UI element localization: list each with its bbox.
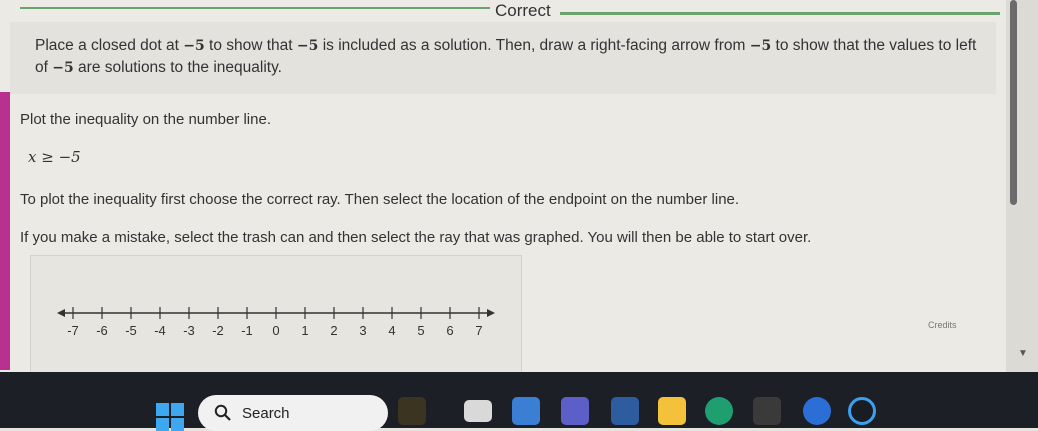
credits-link[interactable]: Credits [928, 320, 957, 330]
tick-label: 0 [272, 323, 280, 338]
copilot-icon[interactable] [512, 397, 540, 425]
header-divider-right [560, 12, 1000, 15]
header-divider-left [20, 7, 490, 9]
app-icon[interactable] [803, 397, 831, 425]
right-arrow-icon [487, 309, 495, 317]
feedback-part: is included as a solution. Then, draw a right-facing arrow from [322, 37, 746, 54]
tick-label: -1 [241, 323, 253, 338]
graph-area[interactable] [30, 255, 522, 373]
feedback-part: Place a closed dot at [35, 37, 179, 54]
tick-label: 2 [330, 323, 338, 338]
search-icon [214, 404, 232, 422]
tick-label: 3 [359, 323, 367, 338]
widgets-icon[interactable] [398, 397, 426, 425]
scrollbar-thumb[interactable] [1010, 0, 1017, 205]
left-arrow-icon [57, 309, 65, 317]
task-view-icon[interactable] [464, 400, 492, 422]
edge-icon[interactable] [705, 397, 733, 425]
scrollbar[interactable] [1006, 0, 1038, 372]
step2-text: If you make a mistake, select the trash can and then select the ray that was graphed. You will then be able to start over. [20, 229, 812, 246]
windows-start-icon[interactable] [156, 403, 184, 431]
feedback-part: to show that the values to left of [35, 37, 977, 76]
correct-status: Correct [495, 1, 551, 20]
tick-label: 1 [301, 323, 309, 338]
tick-label: -3 [183, 323, 195, 338]
number-line[interactable] [31, 256, 521, 372]
tick-label: 7 [475, 323, 483, 338]
taskbar-search[interactable] [198, 395, 388, 431]
feedback-value: −5 [296, 38, 319, 54]
tick-label: -4 [154, 323, 166, 338]
scroll-down-arrow-icon[interactable]: ▼ [1018, 348, 1028, 359]
step1-text: To plot the inequality first choose the correct ray. Then select the location of the endpoint on the number line. [20, 191, 740, 208]
tick-label: 6 [446, 323, 454, 338]
feedback-value: −5 [52, 60, 74, 76]
tick-label: 5 [417, 323, 425, 338]
tick-label: -6 [96, 323, 108, 338]
feedback-text [35, 35, 990, 79]
search-label: Search [242, 405, 290, 422]
left-accent-bar [0, 92, 10, 370]
tick-label: -2 [212, 323, 224, 338]
tick-label: -5 [125, 323, 137, 338]
tick-label: -7 [67, 323, 79, 338]
inequality-expression: x ≥ −5 [28, 148, 81, 166]
mail-icon[interactable] [611, 397, 639, 425]
instruction-text: Plot the inequality on the number line. [20, 111, 271, 128]
file-explorer-icon[interactable] [658, 397, 686, 425]
feedback-panel [10, 22, 996, 94]
store-icon[interactable] [753, 397, 781, 425]
feedback-value: −5 [183, 38, 205, 54]
teams-icon[interactable] [561, 397, 589, 425]
feedback-part: to show that [209, 37, 293, 54]
feedback-part: are solutions to the inequality. [78, 59, 282, 76]
cortana-icon[interactable] [848, 397, 876, 425]
feedback-value: −5 [749, 38, 772, 54]
tick-label: 4 [388, 323, 396, 338]
